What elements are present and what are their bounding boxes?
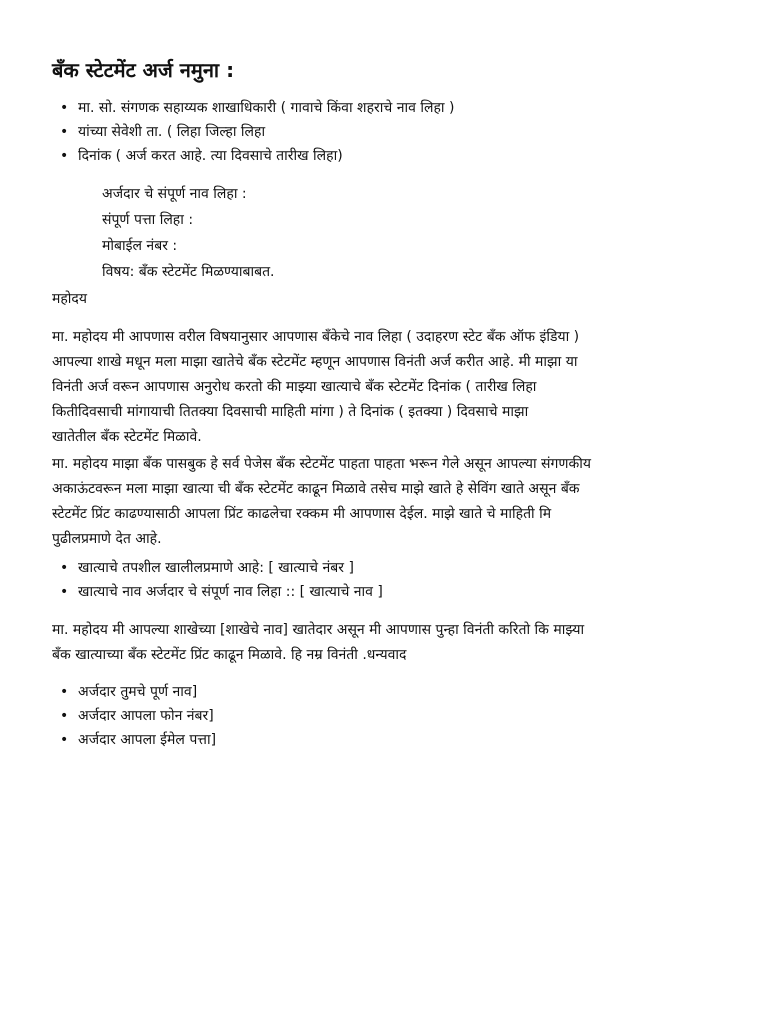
paragraph-line: खातेतील बँक स्टेटमेंट मिळावे. (52, 429, 202, 445)
signature-bullet-list (78, 680, 216, 752)
paragraph-line: आपल्या शाखे मधून मला माझा खातेचे बँक स्टेटमेंट म्हणून आपणास विनंती अर्ज करीत आहे. मी माझा या (52, 354, 578, 370)
paragraph-line: मा. महोदय मी आपणास वरील विषयानुसार आपणास बँकेचे नाव लिहा ( उदाहरण स्टेट बँक ऑफ इंडिया ) (52, 329, 580, 345)
paragraph-3 (52, 618, 742, 668)
subject-line: विषय: बँक स्टेटमेंट मिळण्याबाबत. (102, 264, 275, 280)
list-item: • अर्जदार आपला फोन नंबर] (78, 704, 216, 728)
applicant-address-line: संपूर्ण पत्ता लिहा : (102, 212, 194, 228)
header-bullet-list (78, 96, 454, 168)
list-item: • खात्याचे नाव अर्जदार चे संपूर्ण नाव लिहा :: [ खात्याचे नाव ] (78, 580, 383, 604)
account-bullet-list (78, 556, 383, 604)
paragraph-line: स्टेटमेंट प्रिंट काढण्यासाठी आपला प्रिंट काढलेचा रक्कम मी आपणास देईल. माझे खाते चे माहिती मि (52, 506, 552, 522)
paragraph-line: बँक खात्याच्या बँक स्टेटमेंट प्रिंट काढून मिळावे. हि नम्र विनंती .धन्यवाद (52, 647, 407, 663)
list-item: • यांच्या सेवेशी ता. ( लिहा जिल्हा लिहा (78, 120, 454, 144)
paragraph-line: मा. महोदय माझा बँक पासबुक हे सर्व पेजेस बँक स्टेटमेंट पाहता पाहता भरून गेले असून आपल्या संगणकीय (52, 456, 591, 472)
paragraph-1 (52, 325, 742, 450)
list-item: • अर्जदार तुमचे पूर्ण नाव] (78, 680, 216, 704)
salutation (52, 287, 742, 312)
paragraph-2 (52, 452, 742, 552)
list-item: • खात्याचे तपशील खालीलप्रमाणे आहे: [ खात्याचे नंबर ] (78, 556, 383, 580)
applicant-mobile-line: मोबाईल नंबर : (102, 238, 178, 254)
paragraph-line: विनंती अर्ज वरून आपणास अनुरोध करतो की माझ्या खात्याचे बँक स्टेटमेंट दिनांक ( तारीख लिहा (52, 379, 537, 395)
applicant-name-line: अर्जदार चे संपूर्ण नाव लिहा : (102, 186, 247, 202)
salutation-text: महोदय (52, 291, 87, 307)
paragraph-line: पुढीलप्रमाणे देत आहे. (52, 531, 162, 547)
paragraph-line: कितीदिवसाची मांगायाची तितक्या दिवसाची माहिती मांगा ) ते दिनांक ( इतक्या ) दिवसाचे माझा (52, 404, 529, 420)
page-title: बँक स्टेटमेंट अर्ज नमुना : (52, 58, 235, 82)
paragraph-line: अकाऊंटवरून मला माझा खात्या ची बँक स्टेटमेंट काढून मिळावे तसेच माझे खाते हे सेविंग खाते असून बँक (52, 481, 580, 497)
list-item: • अर्जदार आपला ईमेल पत्ता] (78, 728, 216, 752)
paragraph-line: मा. महोदय मी आपल्या शाखेच्या [शाखेचे नाव] खातेदार असून मी आपणास पुन्हा विनंती करितो कि माझ्या (52, 622, 585, 638)
applicant-block (102, 181, 275, 285)
list-item: • दिनांक ( अर्ज करत आहे. त्या दिवसाचे तारीख लिहा) (78, 144, 454, 168)
list-item: • मा. सो. संगणक सहाय्यक शाखाधिकारी ( गावाचे किंवा शहराचे नाव लिहा ) (78, 96, 454, 120)
